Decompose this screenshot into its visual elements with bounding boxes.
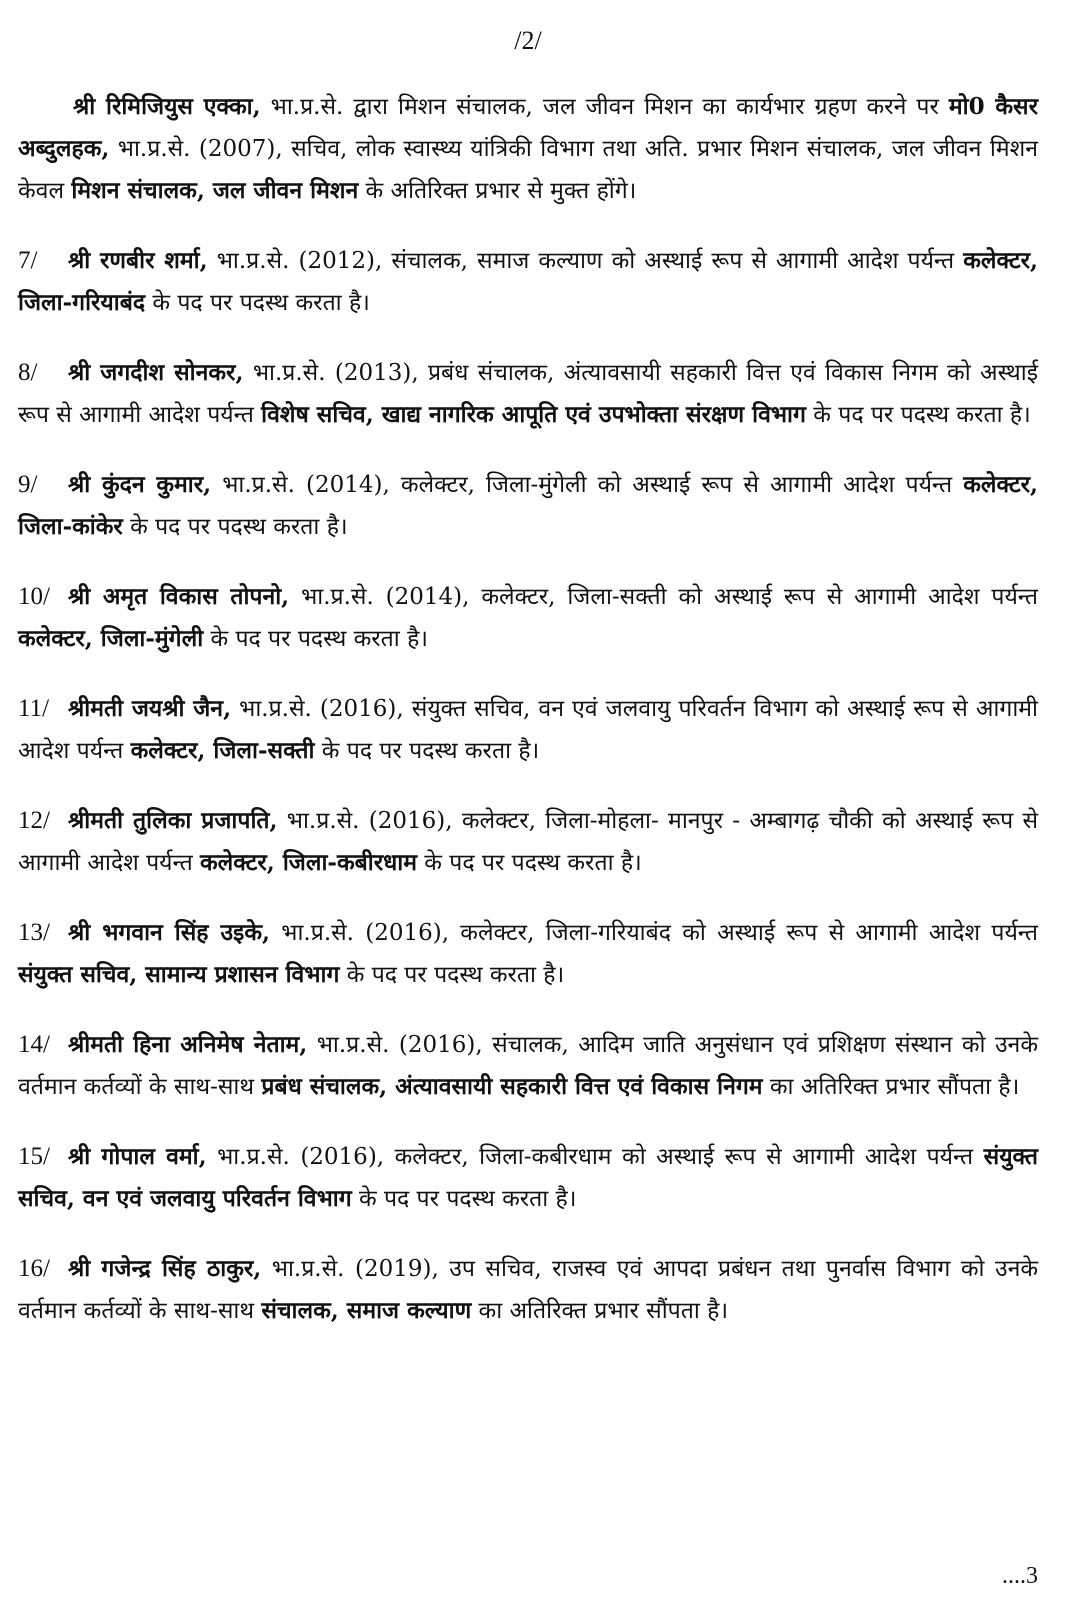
bold-text-segment: विशेष सचिव, खाद्य नागरिक आपूति एवं उपभोक्ता संरक्षण विभाग bbox=[261, 401, 806, 428]
order-paragraph bbox=[18, 240, 1038, 324]
paragraph-number: 12/ bbox=[18, 807, 50, 834]
paragraph-number: 9/ bbox=[18, 471, 38, 498]
text-segment: भा.प्र.से. (2016), कलेक्टर, जिला-कबीरधाम को अस्थाई रूप से आगामी आदेश पर्यन्त bbox=[206, 1144, 984, 1170]
text-segment: भा.प्र.से. (2014), कलेक्टर, जिला-सक्ती को अस्थाई रूप से आगामी आदेश पर्यन्त bbox=[289, 584, 1038, 610]
text-segment: भा.प्र.से. (2014), कलेक्टर, जिला-मुंगेली को अस्थाई रूप से आगामी आदेश पर्यन्त bbox=[211, 472, 964, 498]
text-segment: भा.प्र.से. (2007), सचिव, लोक स्वास्थ्य यांत्रिकी विभाग तथा अति. प्रभार मिशन संचालक, जल जीवन मिशन केवल bbox=[18, 136, 1038, 204]
text-segment: भा.प्र.से. (2012), संचालक, समाज कल्याण को अस्थाई रूप से आगामी आदेश पर्यन्त bbox=[207, 248, 964, 274]
order-paragraph bbox=[18, 86, 1038, 212]
paragraph-number: 16/ bbox=[18, 1255, 50, 1282]
order-paragraph bbox=[18, 1024, 1038, 1108]
text-segment: भा.प्र.से. (2016), संयुक्त सचिव, वन एवं जलवायु परिवर्तन विभाग को अस्थाई रूप से आगामी आदेश पर्यन्त bbox=[18, 696, 1038, 764]
text-segment: के पद पर पदस्थ करता है। bbox=[203, 626, 428, 652]
paragraph-number: 15/ bbox=[18, 1143, 50, 1170]
text-segment: के पद पर पदस्थ करता है। bbox=[339, 962, 565, 988]
order-paragraphs bbox=[18, 86, 1038, 1332]
text-segment: भा.प्र.से. (2016), कलेक्टर, जिला-मोहला- मानपुर - अम्बागढ़ चौकी को अस्थाई रूप से आगामी आदेश पर्यन्त bbox=[18, 808, 1038, 876]
bold-text-segment: श्री भगवान सिंह उइके, bbox=[68, 919, 271, 946]
bold-text-segment: श्री जगदीश सोनकर, bbox=[68, 359, 244, 386]
bold-text-segment: मो0 कैसर अब्दुलहक, bbox=[18, 93, 1039, 162]
bold-text-segment: प्रबंध संचालक, अंत्यावसायी सहकारी वित्त एवं विकास निगम bbox=[261, 1073, 763, 1100]
paragraph-number: 14/ bbox=[18, 1031, 50, 1058]
paragraph-number: 7/ bbox=[18, 247, 38, 274]
bold-text-segment: श्रीमती तुलिका प्रजापति, bbox=[68, 807, 278, 834]
text-segment: के पद पर पदस्थ करता है। bbox=[314, 738, 540, 764]
text-segment: के पद पर पदस्थ करता है। bbox=[805, 402, 1031, 428]
paragraph-number: 8/ bbox=[18, 359, 38, 386]
page-number: /2/ bbox=[514, 26, 542, 55]
paragraph-number: 10/ bbox=[18, 583, 50, 610]
text-segment: भा.प्र.से. (2019), उप सचिव, राजस्व एवं आपदा प्रबंधन तथा पुनर्वास विभाग को उनके वर्तमान कर्तव्यों के साथ-साथ bbox=[18, 1256, 1039, 1324]
bold-text-segment: संयुक्त सचिव, सामान्य प्रशासन विभाग bbox=[18, 961, 340, 988]
bold-text-segment: कलेक्टर, जिला-कबीरधाम bbox=[200, 849, 417, 876]
continuation-marker: ....3 bbox=[1002, 1563, 1038, 1589]
text-segment: के अतिरिक्त प्रभार से मुक्त होंगे। bbox=[358, 178, 637, 204]
text-segment: का अतिरिक्त प्रभार सौंपता है। bbox=[471, 1298, 729, 1324]
order-paragraph bbox=[18, 352, 1038, 436]
text-segment: के पद पर पदस्थ करता है। bbox=[145, 290, 370, 316]
text-segment: के पद पर पदस्थ करता है। bbox=[416, 850, 642, 876]
order-paragraph bbox=[18, 1136, 1038, 1220]
bold-text-segment: मिशन संचालक, जल जीवन मिशन bbox=[71, 177, 359, 204]
order-paragraph bbox=[18, 464, 1038, 548]
bold-text-segment: संयुक्त सचिव, वन एवं जलवायु परिवर्तन विभाग bbox=[18, 1143, 1038, 1212]
text-segment: के पद पर पदस्थ करता है। bbox=[122, 514, 348, 540]
bold-text-segment: श्रीमती जयश्री जैन, bbox=[68, 695, 232, 722]
order-paragraph bbox=[18, 688, 1038, 772]
text-segment: भा.प्र.से. (2013), प्रबंध संचालक, अंत्यावसायी सहकारी वित्त एवं विकास निगम को अस्थाई रूप से आगामी आदेश पर्यन्त bbox=[18, 360, 1038, 428]
bold-text-segment: कलेक्टर, जिला-गरियाबंद bbox=[18, 247, 1039, 316]
text-segment: के पद पर पदस्थ करता है। bbox=[351, 1186, 577, 1212]
bold-text-segment: संचालक, समाज कल्याण bbox=[261, 1297, 472, 1324]
bold-text-segment: कलेक्टर, जिला-सक्ती bbox=[130, 737, 315, 764]
order-paragraph bbox=[18, 576, 1038, 660]
text-segment: भा.प्र.से. (2016), संचालक, आदिम जाति अनुसंधान एवं प्रशिक्षण संस्थान को उनके वर्तमान कर्तव्यों के साथ-साथ bbox=[18, 1032, 1038, 1100]
text-segment: का अतिरिक्त प्रभार सौंपता है। bbox=[762, 1074, 1020, 1100]
bold-text-segment: कलेक्टर, जिला-मुंगेली bbox=[18, 625, 204, 652]
order-paragraph bbox=[18, 800, 1038, 884]
bold-text-segment: श्री अमृत विकास तोपनो, bbox=[68, 583, 290, 610]
order-paragraph bbox=[18, 1248, 1038, 1332]
bold-text-segment: श्रीमती हिना अनिमेष नेताम, bbox=[68, 1031, 308, 1058]
bold-text-segment: कलेक्टर, जिला-कांकेर bbox=[18, 471, 1038, 540]
text-segment: भा.प्र.से. द्वारा मिशन संचालक, जल जीवन मिशन का कार्यभार ग्रहण करने पर bbox=[260, 94, 949, 120]
bold-text-segment: श्री गजेन्द्र सिंह ठाकुर, bbox=[68, 1255, 262, 1282]
paragraph-number: 11/ bbox=[18, 695, 50, 722]
bold-text-segment: श्री कुंदन कुमार, bbox=[68, 471, 212, 498]
paragraph-number: 13/ bbox=[18, 919, 50, 946]
bold-text-segment: श्री रणबीर शर्मा, bbox=[68, 247, 208, 274]
order-paragraph bbox=[18, 912, 1038, 996]
bold-text-segment: श्री रिमिजियुस एक्का, bbox=[73, 93, 261, 120]
text-segment: भा.प्र.से. (2016), कलेक्टर, जिला-गरियाबंद को अस्थाई रूप से आगामी आदेश पर्यन्त bbox=[270, 920, 1038, 946]
bold-text-segment: श्री गोपाल वर्मा, bbox=[68, 1143, 207, 1170]
